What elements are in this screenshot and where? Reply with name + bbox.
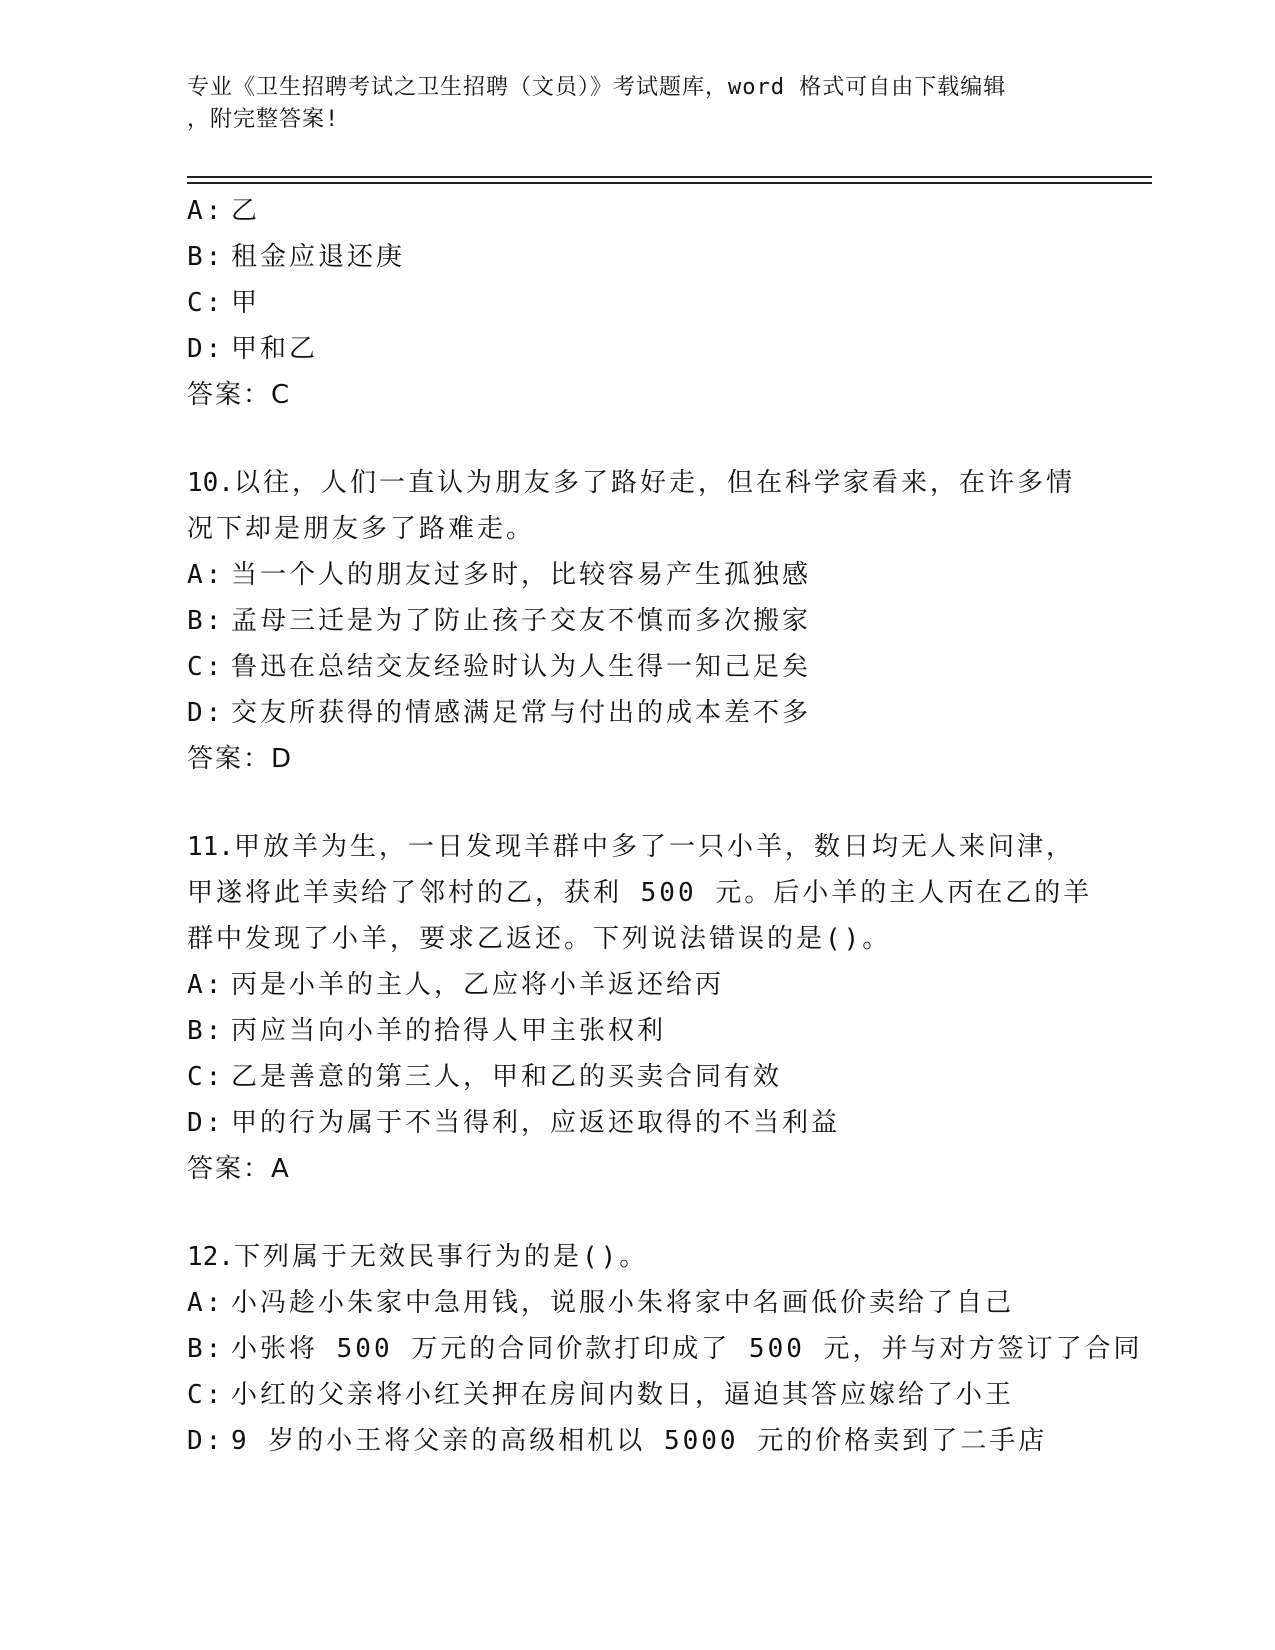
option-b [187,1008,1117,1054]
option-key: D: [187,1426,225,1456]
header-line-2: ，附完整答案! [187,107,340,132]
option-a [187,1280,1117,1326]
option-key: D: [187,698,225,728]
question-11 [187,824,1117,1192]
option-d [187,1100,1117,1146]
option-c [187,1372,1117,1418]
option-text: 甲的行为属于不当得利，应返还取得的不当利益 [231,1108,841,1138]
header-rule-top [187,176,1152,178]
question-stem-text: 以往，人们一直认为朋友多了路好走，但在科学家看来，在许多情 [233,468,1075,498]
answer-line: 答案：A [187,1154,291,1184]
option-text: 小张将 500 万元的合同价款打印成了 500 元，并与对方签订了合同 [231,1334,1143,1364]
option-key: C: [187,1380,225,1410]
option-a [187,188,1117,234]
option-text: 小冯趁小朱家中急用钱，说服小朱将家中名画低价卖给了自己 [231,1288,1015,1318]
header-rule-bottom [187,182,1152,184]
question-stem-line: 甲遂将此羊卖给了邻村的乙，获利 500 元。后小羊的主人丙在乙的羊 [187,878,1093,908]
spacer [187,1192,1117,1234]
option-key: A: [187,1288,225,1318]
option-text: 交友所获得的情感满足常与付出的成本差不多 [231,698,812,728]
question-stem-line [187,460,1117,506]
document-header [187,72,1087,136]
option-b [187,1326,1143,1372]
header-line-1: 专业《卫生招聘考试之卫生招聘（文员）》考试题库，word 格式可自由下载编辑 [187,75,1007,100]
option-text: 租金应退还庚 [231,242,406,272]
option-key: D: [187,334,225,364]
answer-line: 答案：D [187,744,294,774]
option-d [187,690,1117,736]
question-stem-text: 甲放羊为生，一日发现羊群中多了一只小羊，数日均无人来问津， [233,832,1075,862]
question-list [187,188,1143,1464]
option-text: 9 岁的小王将父亲的高级相机以 5000 元的价格卖到了二手店 [231,1426,1048,1456]
option-text: 丙是小羊的主人，乙应将小羊返还给丙 [231,970,725,1000]
question-12 [187,1234,1143,1464]
option-text: 孟母三迁是为了防止孩子交友不慎而多次搬家 [231,606,812,636]
option-c [187,280,1117,326]
option-text: 当一个人的朋友过多时，比较容易产生孤独感 [231,560,812,590]
option-key: B: [187,242,225,272]
question-number: 11. [187,832,234,862]
option-text: 乙是善意的第三人，甲和乙的买卖合同有效 [231,1062,783,1092]
option-key: A: [187,970,225,1000]
option-b [187,598,1117,644]
spacer [187,782,1117,824]
option-text: 甲 [231,288,261,318]
question-10 [187,460,1117,782]
option-d [187,1418,1117,1464]
option-key: B: [187,1016,225,1046]
option-text: 甲和乙 [231,334,319,364]
option-key: B: [187,606,225,636]
option-key: A: [187,560,225,590]
option-text: 乙 [231,196,261,226]
option-a [187,962,1117,1008]
option-text: 丙应当向小羊的拾得人甲主张权利 [231,1016,667,1046]
question-number: 10. [187,468,234,498]
option-c [187,1054,1117,1100]
question-number: 12. [187,1242,234,1272]
option-text: 小红的父亲将小红关押在房间内数日，逼迫其答应嫁给了小王 [231,1380,1015,1410]
question-stem-line [187,1234,1117,1280]
question-stem-text: 下列属于无效民事行为的是()。 [233,1242,649,1272]
option-key: C: [187,288,225,318]
option-text: 鲁迅在总结交友经验时认为人生得一知己足矣 [231,652,812,682]
question-stem-line: 况下却是朋友多了路难走。 [187,514,536,544]
option-d [187,326,1117,372]
option-c [187,644,1117,690]
question-stem-line: 群中发现了小羊，要求乙返还。下列说法错误的是()。 [187,924,892,954]
question-9 [187,188,1117,418]
spacer [187,418,1117,460]
option-b [187,234,1117,280]
option-key: C: [187,652,225,682]
option-key: A: [187,196,225,226]
option-key: C: [187,1062,225,1092]
question-stem-line [187,824,1117,870]
option-key: B: [187,1334,225,1364]
answer-line: 答案：C [187,380,292,410]
option-key: D: [187,1108,225,1138]
option-a [187,552,1117,598]
